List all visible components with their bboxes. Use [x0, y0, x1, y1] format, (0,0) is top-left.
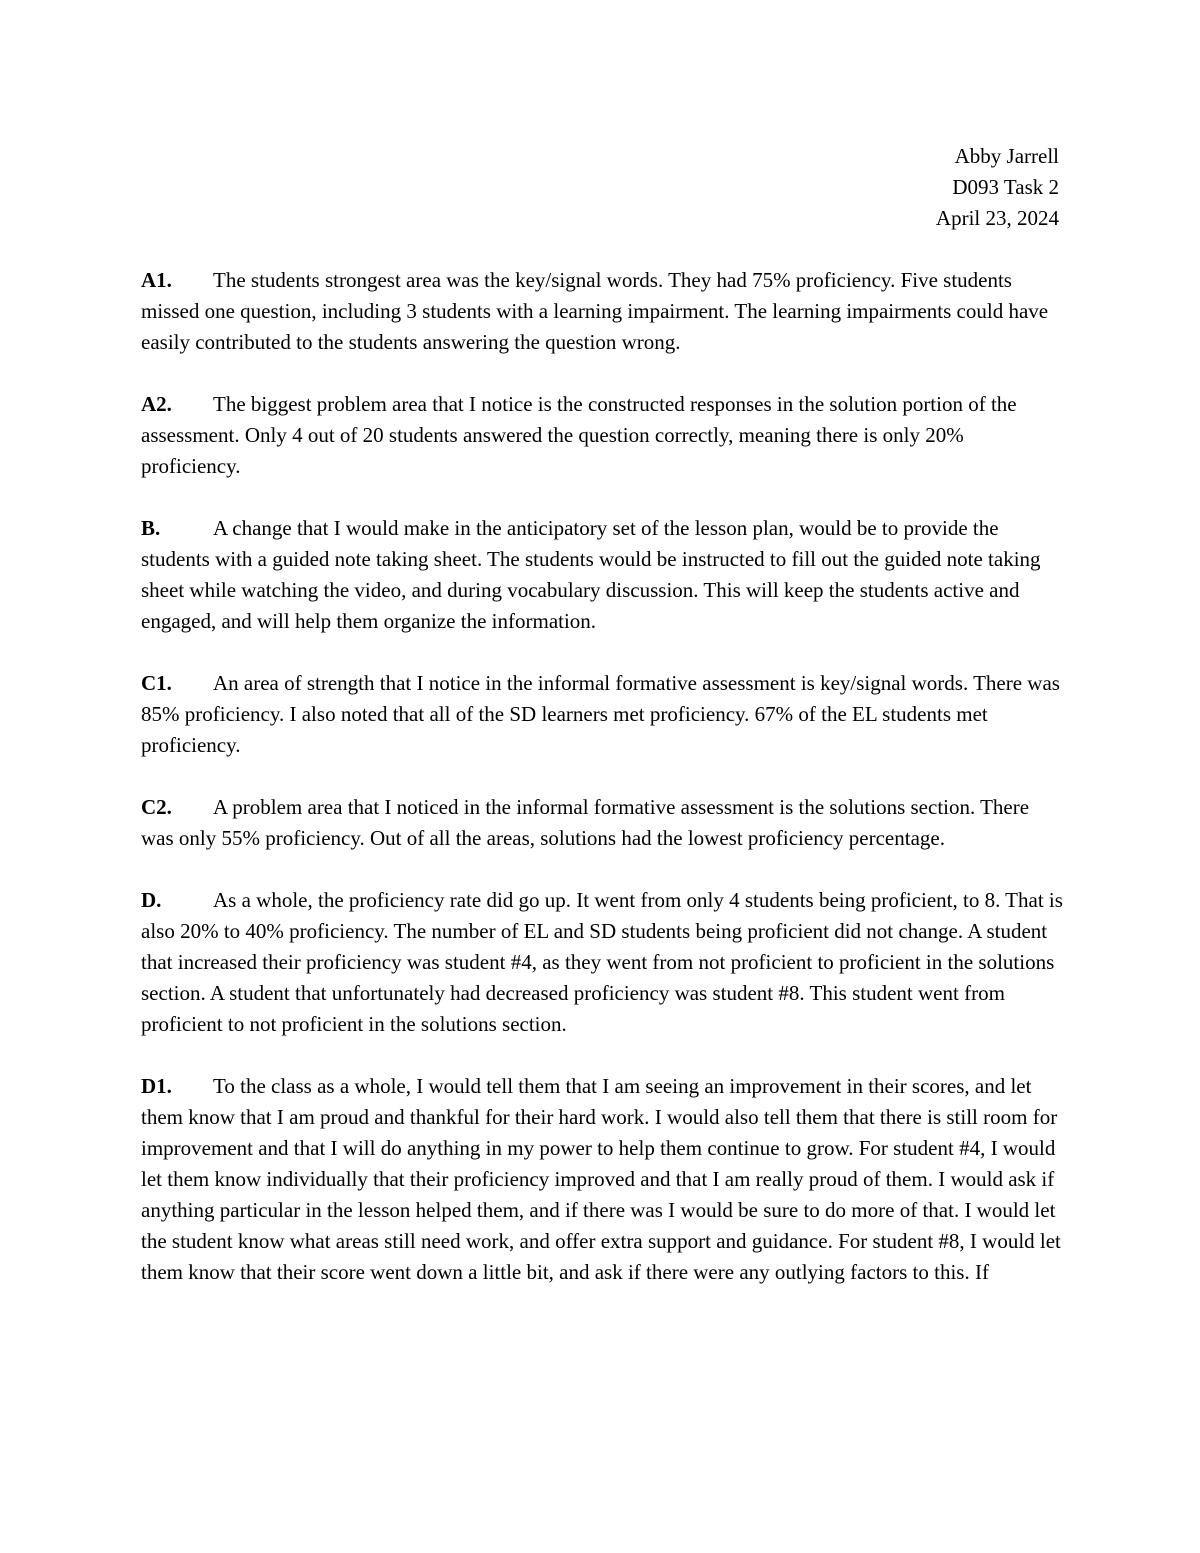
section-label: D1.	[141, 1074, 172, 1098]
section-label: B.	[141, 516, 161, 540]
document-date: April 23, 2024	[935, 206, 1059, 230]
section-label: C1.	[141, 671, 172, 695]
section-text: A change that I would make in the anticipatory set of the lesson plan, would be to provide the students with a guided note taking sheet. The students would be instructed to fill out the guided note taking sheet while watching the video, and during vocabulary discussion. This will keep the students active and engaged, and will help them organize the information.	[141, 516, 1041, 633]
author-name: Abby Jarrell	[954, 144, 1059, 168]
section-label: A2.	[141, 392, 172, 416]
section-label: C2.	[141, 795, 172, 819]
section-c1	[141, 668, 1063, 761]
section-text: As a whole, the proficiency rate did go up. It went from only 4 students being proficient, to 8. That is also 20% to 40% proficiency. The number of EL and SD students being proficient did not change. A student that increased their proficiency was student #4, as they went from not proficient to proficient in the solutions section. A student that unfortunately had decreased proficiency was student #8. This student went from proficient to not proficient in the solutions section.	[141, 888, 1063, 1036]
section-text: A problem area that I noticed in the informal formative assessment is the solutions section. There was only 55% proficiency. Out of all the areas, solutions had the lowest proficiency percentage.	[141, 795, 1030, 850]
section-c2	[141, 792, 1063, 854]
section-text: The students strongest area was the key/signal words. They had 75% proficiency. Five students missed one question, including 3 students with a learning impairment. The learning impairments could have easily contributed to the students answering the question wrong.	[141, 268, 1049, 354]
section-text: The biggest problem area that I notice is the constructed responses in the solution portion of the assessment. Only 4 out of 20 students answered the question correctly, meaning there is only 20% proficiency.	[141, 392, 1017, 478]
section-a2	[141, 389, 1063, 482]
section-label: D.	[141, 888, 162, 912]
section-d1	[141, 1071, 1063, 1288]
section-label: A1.	[141, 268, 172, 292]
course-task: D093 Task 2	[952, 175, 1059, 199]
section-text: To the class as a whole, I would tell them that I am seeing an improvement in their scores, and let them know that I am proud and thankful for their hard work. I would also tell them that there is still room for improvement and that I will do anything in my power to help them continue to grow. For student #4, I would let them know individually that their proficiency improved and that I am really proud of them. I would ask if anything particular in the lesson helped them, and if there was I would be sure to do more of that. I would let the student know what areas still need work, and offer extra support and guidance. For student #8, I would let them know that their score went down a little bit, and ask if there were any outlying factors to this. If	[141, 1074, 1061, 1284]
document-header	[936, 141, 1059, 234]
section-b	[141, 513, 1063, 637]
document-body	[141, 265, 1063, 1288]
section-a1	[141, 265, 1063, 358]
section-text: An area of strength that I notice in the informal formative assessment is key/signal words. There was 85% proficiency. I also noted that all of the SD learners met proficiency. 67% of the EL students met proficiency.	[141, 671, 1060, 757]
section-d	[141, 885, 1063, 1040]
